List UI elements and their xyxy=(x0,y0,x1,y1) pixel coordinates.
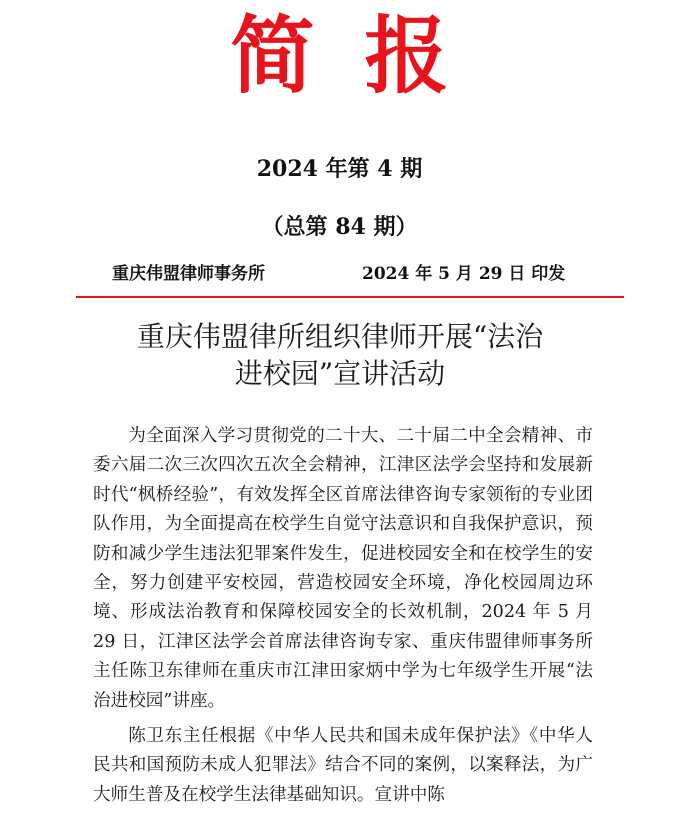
issue-total-number: （总第 84 期） xyxy=(261,214,418,240)
issue-number: 2024 年第 4 期 xyxy=(256,156,423,182)
red-divider xyxy=(76,296,624,298)
headline-line-2: 进校园”宣讲活动 xyxy=(234,357,446,390)
masthead-title: 简报 xyxy=(230,7,499,105)
publisher-row xyxy=(112,262,592,286)
headline-line-1: 重庆伟盟律所组织律师开展“法治 xyxy=(136,320,544,353)
article-paragraph-1: 为全面深入学习贯彻党的二十大、二十届二中全会精神、市委六届二次三次四次五次全会精神，江津区法学会坚持和发展新时代“枫桥经验”，有效发挥全区首席法律咨询专家领衔的专业团队作用，为全面提高在校学生自觉守法意识和自我保护意识，预防和减少学生违法犯罪案件发生，促进校园安全和在校学生的安全，努力创建平安校园，营造校园安全环境，净化校园周边环境、形成法治教育和保障校园安全的长效机制，2024 年 5 月 29 日，江津区法学会首席法律咨询专家、重庆伟盟律师事务所主任陈卫东律师在重庆市江津田家炳中学为七年级学生开展“法治进校园”讲座。 xyxy=(93,426,593,711)
publish-date: 2024 年 5 月 29 日 印发 xyxy=(362,264,566,284)
article-paragraph-2: 陈卫东主任根据《中华人民共和国未成年保护法》《中华人民共和国预防未成人犯罪法》结合不同的案例，以案释法，为广大师生普及在校学生法律基础知识。宣讲中陈 xyxy=(93,726,593,805)
article-body xyxy=(93,422,593,816)
publisher-org: 重庆伟盟律师事务所 xyxy=(112,264,265,284)
article-headline xyxy=(90,318,590,392)
